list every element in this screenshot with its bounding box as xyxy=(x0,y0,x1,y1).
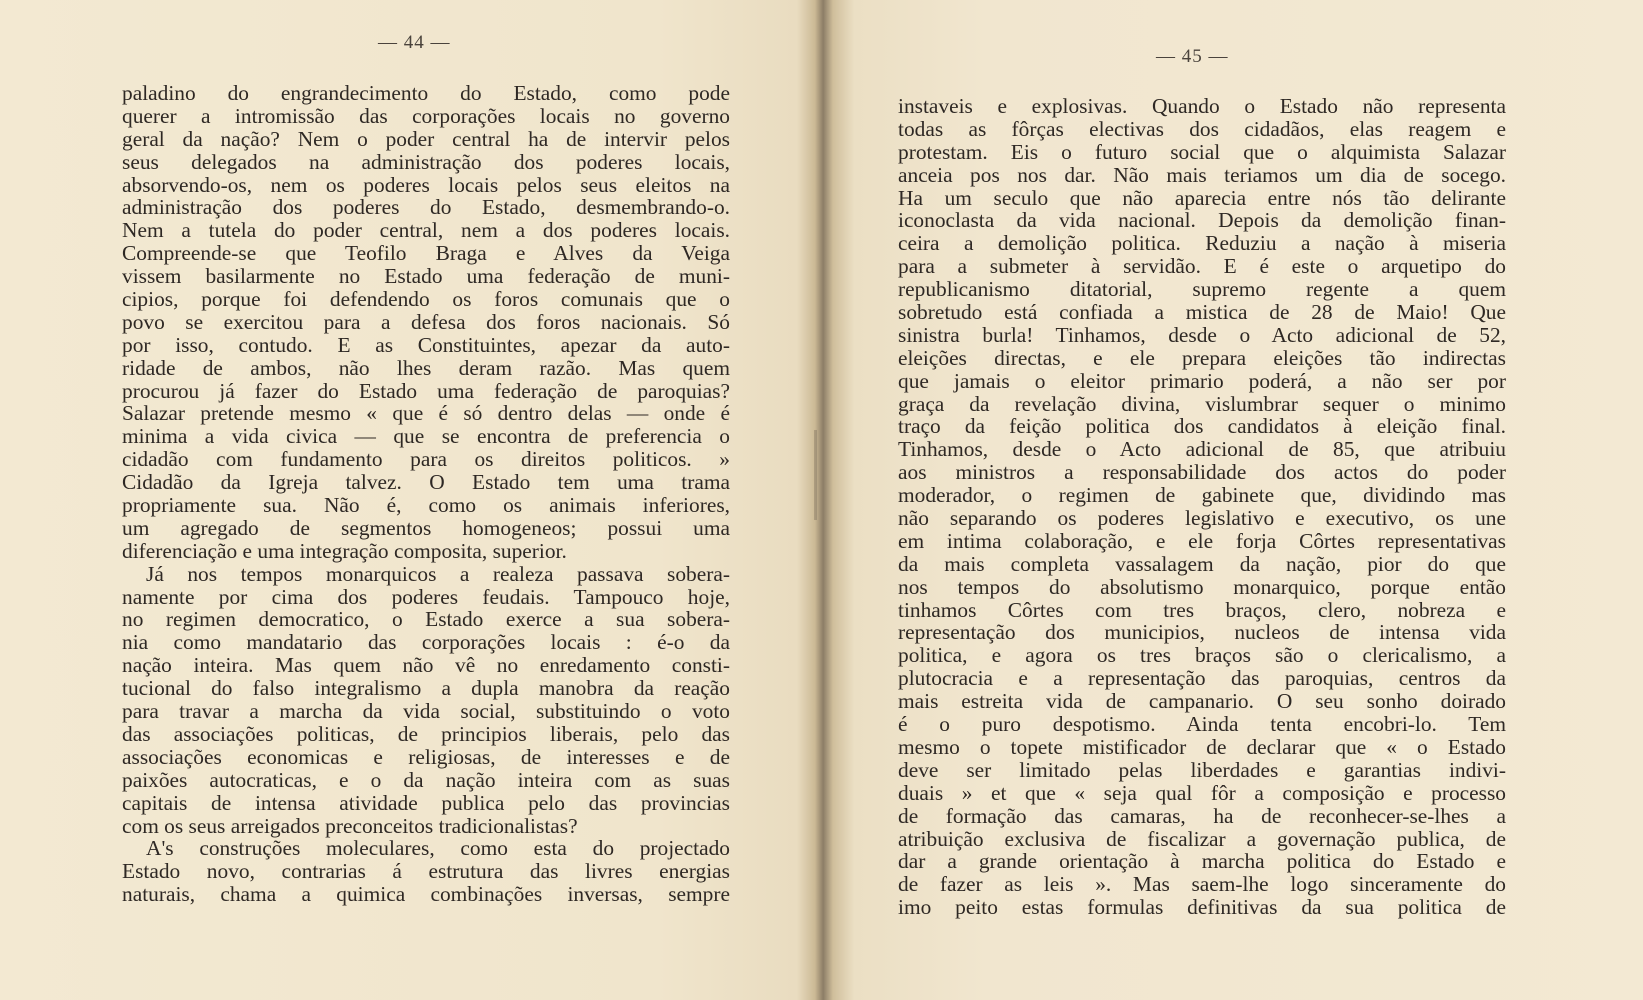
page-number: — 45 — xyxy=(1156,46,1229,67)
text-line: eleições directas, e ele prepara eleições tão indirectas xyxy=(898,345,1506,370)
text-line: diferenciação e uma integração composita, superior. xyxy=(122,538,567,563)
text-line: plutocracia e a representação das paroquias, centros da xyxy=(898,666,1506,691)
text-line: ridade de ambos, não lhes deram razão. Mas quem xyxy=(122,355,730,380)
page-number: — 44 — xyxy=(378,32,451,53)
text-line: cipios, porque foi defendendo os foros comunais que o xyxy=(122,287,730,312)
text-line: propriamente sua. Não é, como os animais inferiores, xyxy=(122,493,730,518)
page-body-text xyxy=(898,95,1506,919)
text-line: moderador, o regimen de gabinete que, dividindo mas xyxy=(898,483,1506,508)
text-line: que jamais o eleitor primario poderá, a não ser por xyxy=(898,368,1506,393)
text-line: paladino do engrandecimento do Estado, como pode xyxy=(122,81,730,105)
text-line: é o puro despotismo. Ainda tenta encobri-lo. Tem xyxy=(898,712,1506,737)
text-line: duais » et que « seja qual fôr a composição e processo xyxy=(898,780,1506,805)
text-line: graça da revelação divina, vislumbrar sequer o minimo xyxy=(898,391,1506,416)
text-line: seus delegados na administração dos poderes locais, xyxy=(122,149,730,174)
text-line: cidadão com fundamento para os direitos politicos. » xyxy=(122,447,730,472)
text-line: Salazar pretende mesmo « que é só dentro delas — onde é xyxy=(122,401,730,426)
text-line: no regimen democratico, o Estado exerce a sua sobera- xyxy=(122,607,730,632)
text-line: Cidadão da Igreja talvez. O Estado tem uma trama xyxy=(122,470,730,495)
text-line: das associações politicas, de principios liberais, pelo das xyxy=(122,721,730,746)
text-line: sinistra burla! Tinhamos, desde o Acto adicional de 52, xyxy=(898,322,1506,347)
text-line: protestam. Eis o futuro social que o alquimista Salazar xyxy=(898,139,1506,164)
text-line: de fazer as leis ». Mas saem-lhe logo sinceramente do xyxy=(898,872,1506,897)
text-line: para a submeter à servidão. E é este o arquetipo do xyxy=(898,254,1506,279)
text-line: povo se exercitou para a defesa dos foros nacionais. Só xyxy=(122,309,730,334)
text-line: atribuição exclusiva de fiscalizar a governação publica, de xyxy=(898,826,1506,851)
text-line: vissem basilarmente no Estado uma federação de muni- xyxy=(122,264,730,289)
text-line: politica, e agora os tres braços são o clericalismo, a xyxy=(898,643,1506,668)
left-page xyxy=(0,0,818,1000)
page-body-text xyxy=(122,82,730,906)
text-line: em intima colaboração, e ele forja Côrtes representativas xyxy=(898,528,1506,553)
text-line: para travar a marcha da vida social, substituindo o voto xyxy=(122,699,730,724)
text-line: nação inteira. Mas quem não vê no enredamento consti- xyxy=(122,653,730,678)
text-line: não separando os poderes legislativo e executivo, os une xyxy=(898,506,1506,531)
text-line: da mais completa vassalagem da nação, pior do que xyxy=(898,551,1506,576)
text-line: um agregado de segmentos homogeneos; possui uma xyxy=(122,515,730,540)
text-line: nos tempos do absolutismo monarquico, porque então xyxy=(898,574,1506,599)
text-line: iconoclasta da vida nacional. Depois da demolição finan- xyxy=(898,208,1506,233)
text-line: anceia pos nos dar. Não mais teriamos um dia de socego. xyxy=(898,162,1506,187)
text-line: imo peito estas formulas definitivas da sua politica de xyxy=(898,895,1506,920)
text-line: sobretudo está confiada a mistica de 28 de Maio! Que xyxy=(898,300,1506,325)
text-line: traço da feição politica dos candidatos à eleição final. xyxy=(898,414,1506,439)
text-line: tinhamos Côrtes com tres braços, clero, nobreza e xyxy=(898,597,1506,622)
text-line: Tinhamos, desde o Acto adicional de 85, que atribuiu xyxy=(898,437,1506,462)
text-line: mais estreita vida de campanario. O seu sonho doirado xyxy=(898,689,1506,714)
text-line: Nem a tutela do poder central, nem a dos poderes locais. xyxy=(122,218,730,243)
text-line: com os seus arreigados preconceitos tradicionalistas? xyxy=(122,813,578,838)
text-line: associações economicas e religiosas, de interesses e de xyxy=(122,744,730,769)
text-line: republicanismo ditatorial, supremo regente a quem xyxy=(898,277,1506,302)
text-line: dar a grande orientação à marcha politica do Estado e xyxy=(898,849,1506,874)
text-line: geral da nação? Nem o poder central ha de intervir pelos xyxy=(122,126,730,151)
text-line: Já nos tempos monarquicos a realeza passava sobera- xyxy=(146,561,730,586)
text-line: mesmo o topete mistificador de declarar que « o Estado xyxy=(898,734,1506,759)
text-line: todas as fôrças electivas dos cidadãos, elas reagem e xyxy=(898,116,1506,141)
text-line: procurou já fazer do Estado uma federação de paroquias? xyxy=(122,378,730,403)
text-line: instaveis e explosivas. Quando o Estado não representa xyxy=(898,94,1506,118)
text-line: tucional do falso integralismo a dupla manobra da reação xyxy=(122,676,730,701)
text-line: representação dos municipios, nucleos de intensa vida xyxy=(898,620,1506,645)
text-line: querer a intromissão das corporações locais no governo xyxy=(122,103,730,128)
text-line: deve ser limitado pelas liberdades e garantias indivi- xyxy=(898,757,1506,782)
text-line: ceira a demolição politica. Reduziu a nação à miseria xyxy=(898,231,1506,256)
text-line: namente por cima dos poderes feudais. Tampouco hoje, xyxy=(122,584,730,609)
right-page xyxy=(826,0,1643,1000)
text-line: de formação das camaras, ha de reconhecer-se-lhes a xyxy=(898,803,1506,828)
text-line: Ha um seculo que não aparecia entre nós tão delirante xyxy=(898,185,1506,210)
text-line: Estado novo, contrarias á estrutura das livres energias xyxy=(122,859,730,884)
text-line: minima a vida civica — que se encontra de preferencia o xyxy=(122,424,730,449)
text-line: absorvendo-os, nem os poderes locais pelos seus eleitos na xyxy=(122,172,730,197)
text-line: Compreende-se que Teofilo Braga e Alves da Veiga xyxy=(122,241,730,266)
text-line: nia como mandatario das corporações locais : é-o da xyxy=(122,630,730,655)
text-line: capitais de intensa atividade publica pelo das provincias xyxy=(122,790,730,815)
text-line: naturais, chama a quimica combinações inversas, sempre xyxy=(122,882,730,907)
text-line: aos ministros a responsabilidade dos actos do poder xyxy=(898,460,1506,485)
text-line: A's construções moleculares, como esta do projectado xyxy=(146,836,730,861)
text-line: paixões autocraticas, e o da nação inteira com as suas xyxy=(122,767,730,792)
text-line: por isso, contudo. E as Constituintes, apezar da auto- xyxy=(122,332,730,357)
text-line: administração dos poderes do Estado, desmembrando-o. xyxy=(122,195,730,220)
